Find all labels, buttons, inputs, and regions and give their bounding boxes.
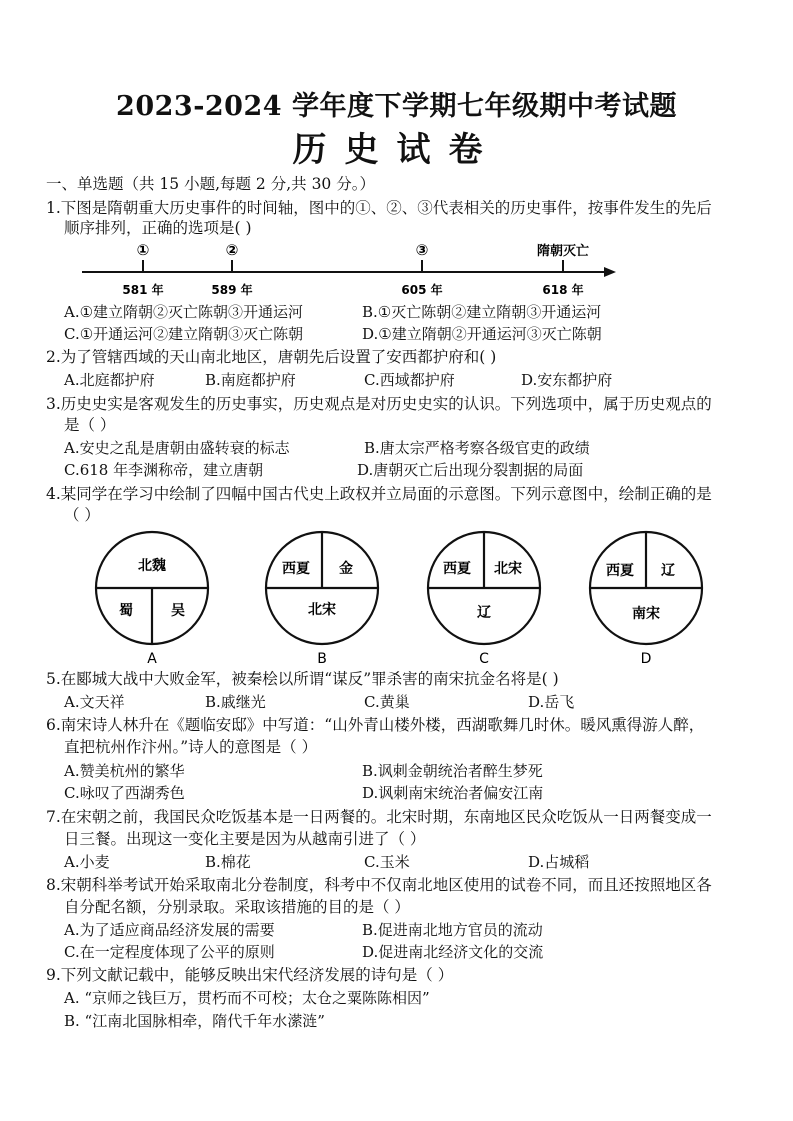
q3-option-a: A.安史之乱是唐朝由盛转衰的标志: [64, 439, 290, 457]
diagram-b-right: 金: [339, 561, 353, 577]
q7-stem-line1: 7.在宋朝之前，我国民众吃饭基本是一日两餐的。北宋时期，东南地区民众吃饭从一日两餐变成一: [46, 808, 712, 826]
diagram-a: [96, 532, 208, 667]
q3-stem-line2: 是（ ）: [64, 416, 116, 434]
q2-option-d: D.安东都护府: [521, 371, 613, 389]
timeline-mark-3: ③: [415, 241, 429, 259]
q7-option-c: C.玉米: [364, 853, 410, 871]
diagram-c: [428, 532, 540, 667]
diagram-c-bottom: 辽: [477, 605, 491, 621]
q1-option-a: A.①建立隋朝②灭亡陈朝③开通运河: [64, 303, 304, 321]
diagram-a-top: 北魏: [138, 558, 166, 574]
diagram-d-right: 辽: [661, 563, 675, 579]
q4-stem-line1: 4.某同学在学习中绘制了四幅中国古代史上政权并立局面的示意图。下列示意图中，绘制正确的是: [46, 485, 712, 503]
timeline-year-1: 581 年: [122, 283, 164, 297]
diagram-a-left: 蜀: [119, 603, 133, 619]
diagram-d: [590, 532, 702, 667]
timeline-year-3: 605 年: [401, 283, 443, 297]
q8-stem-line2: 自分配名额，分别录取。采取该措施的目的是（ ）: [64, 898, 410, 916]
timeline-year-4: 618 年: [542, 283, 584, 297]
q5-option-b: B.戚继光: [205, 693, 266, 711]
diagram-b-left: 西夏: [282, 561, 310, 577]
q4-stem-line2: （ ）: [64, 506, 100, 524]
q9-option-a: A. “京师之钱巨万，贯朽而不可校；太仓之粟陈陈相因”: [64, 989, 430, 1007]
diagram-d-bottom: 南宋: [632, 606, 660, 622]
q7-option-a: A.小麦: [64, 853, 110, 871]
q6-option-a: A.赞美杭州的繁华: [64, 762, 185, 780]
q2-option-c: C.西域都护府: [364, 371, 455, 389]
diagram-c-letter: C: [479, 651, 489, 667]
diagram-b-letter: B: [317, 651, 327, 667]
q5-option-a: A.文天祥: [64, 693, 125, 711]
q8-stem-line1: 8.宋朝科举考试开始采取南北分卷制度，科考中不仅南北地区使用的试卷不同，而且还按照地区各: [46, 876, 712, 894]
q8-option-a: A.为了适应商品经济发展的需要: [64, 921, 275, 939]
timeline-mark-1: ①: [136, 241, 150, 259]
q4-diagrams: [90, 528, 710, 670]
q6-option-c: C.咏叹了西湖秀色: [64, 784, 185, 802]
q1-timeline: [78, 238, 623, 302]
section-heading: 一、单选题（共 15 小题,每题 2 分,共 30 分。）: [46, 175, 375, 193]
subject-title: 历史试卷: [292, 130, 501, 170]
q8-option-d: D.促进南北经济文化的交流: [362, 943, 544, 961]
q8-option-b: B.促进南北地方官员的流动: [362, 921, 543, 939]
exam-title: 2023-2024 学年度下学期七年级期中考试题: [116, 91, 677, 122]
q3-option-d: D.唐朝灭亡后出现分裂割据的局面: [357, 461, 584, 479]
diagram-a-letter: A: [147, 651, 157, 667]
q5-option-c: C.黄巢: [364, 693, 410, 711]
q1-option-d: D.①建立隋朝②开通运河③灭亡陈朝: [362, 325, 602, 343]
q9-stem: 9.下列文献记载中，能够反映出宋代经济发展的诗句是（ ）: [46, 966, 454, 984]
q1-stem-line2: 顺序排列，正确的选项是( ): [64, 219, 252, 237]
diagram-d-left: 西夏: [606, 563, 634, 579]
q6-option-d: D.讽刺南宋统治者偏安江南: [362, 784, 544, 802]
timeline-arrow: [604, 267, 616, 277]
q2-option-a: A.北庭都护府: [64, 371, 155, 389]
q6-option-b: B.讽刺金朝统治者醉生梦死: [362, 762, 543, 780]
q2-option-b: B.南庭都护府: [205, 371, 296, 389]
q3-stem-line1: 3.历史史实是客观发生的历史事实，历史观点是对历史史实的认识。下列选项中，属于历史观点的: [46, 395, 712, 413]
diagram-d-letter: D: [640, 651, 652, 667]
q3-option-c: C.618 年李渊称帝，建立唐朝: [64, 461, 264, 479]
q2-stem: 2.为了管辖西域的天山南北地区，唐朝先后设置了安西都护府和( ): [46, 348, 497, 366]
diagram-b-bottom: 北宋: [308, 602, 336, 618]
q9-option-b: B. “江南北国脉相牵，隋代千年水潆涟”: [64, 1012, 325, 1030]
diagram-c-left: 西夏: [443, 561, 471, 577]
q5-option-d: D.岳飞: [528, 693, 575, 711]
q7-option-d: D.占城稻: [528, 853, 590, 871]
timeline-mark-2: ②: [225, 241, 239, 259]
q1-stem-line1: 1.下图是隋朝重大历史事件的时间轴，图中的①、②、③代表相关的历史事件，按事件发生的先后: [46, 199, 712, 217]
q6-stem-line2: 直把杭州作汴州。”诗人的意图是（ ）: [64, 738, 318, 756]
diagram-a-right: 吴: [171, 603, 185, 619]
diagram-b: [266, 532, 378, 667]
q6-stem-line1: 6.南宋诗人林升在《题临安邸》中写道：“山外青山楼外楼，西湖歌舞几时休。暖风熏得游人醉，: [46, 716, 705, 734]
q1-option-c: C.①开通运河②建立隋朝③灭亡陈朝: [64, 325, 304, 343]
q5-stem: 5.在郾城大战中大败金军，被秦桧以所谓“谋反”罪杀害的南宋抗金名将是( ): [46, 670, 559, 688]
q1-option-b: B.①灭亡陈朝②建立隋朝③开通运河: [362, 303, 602, 321]
timeline-year-2: 589 年: [211, 283, 253, 297]
diagram-c-right: 北宋: [494, 561, 522, 577]
q3-option-b: B.唐太宗严格考察各级官吏的政绩: [364, 439, 590, 457]
q8-option-c: C.在一定程度体现了公平的原则: [64, 943, 275, 961]
q7-stem-line2: 日三餐。出现这一变化主要是因为从越南引进了（ ）: [64, 830, 426, 848]
timeline-mark-4: 隋朝灭亡: [536, 244, 590, 259]
q7-option-b: B.棉花: [205, 853, 251, 871]
